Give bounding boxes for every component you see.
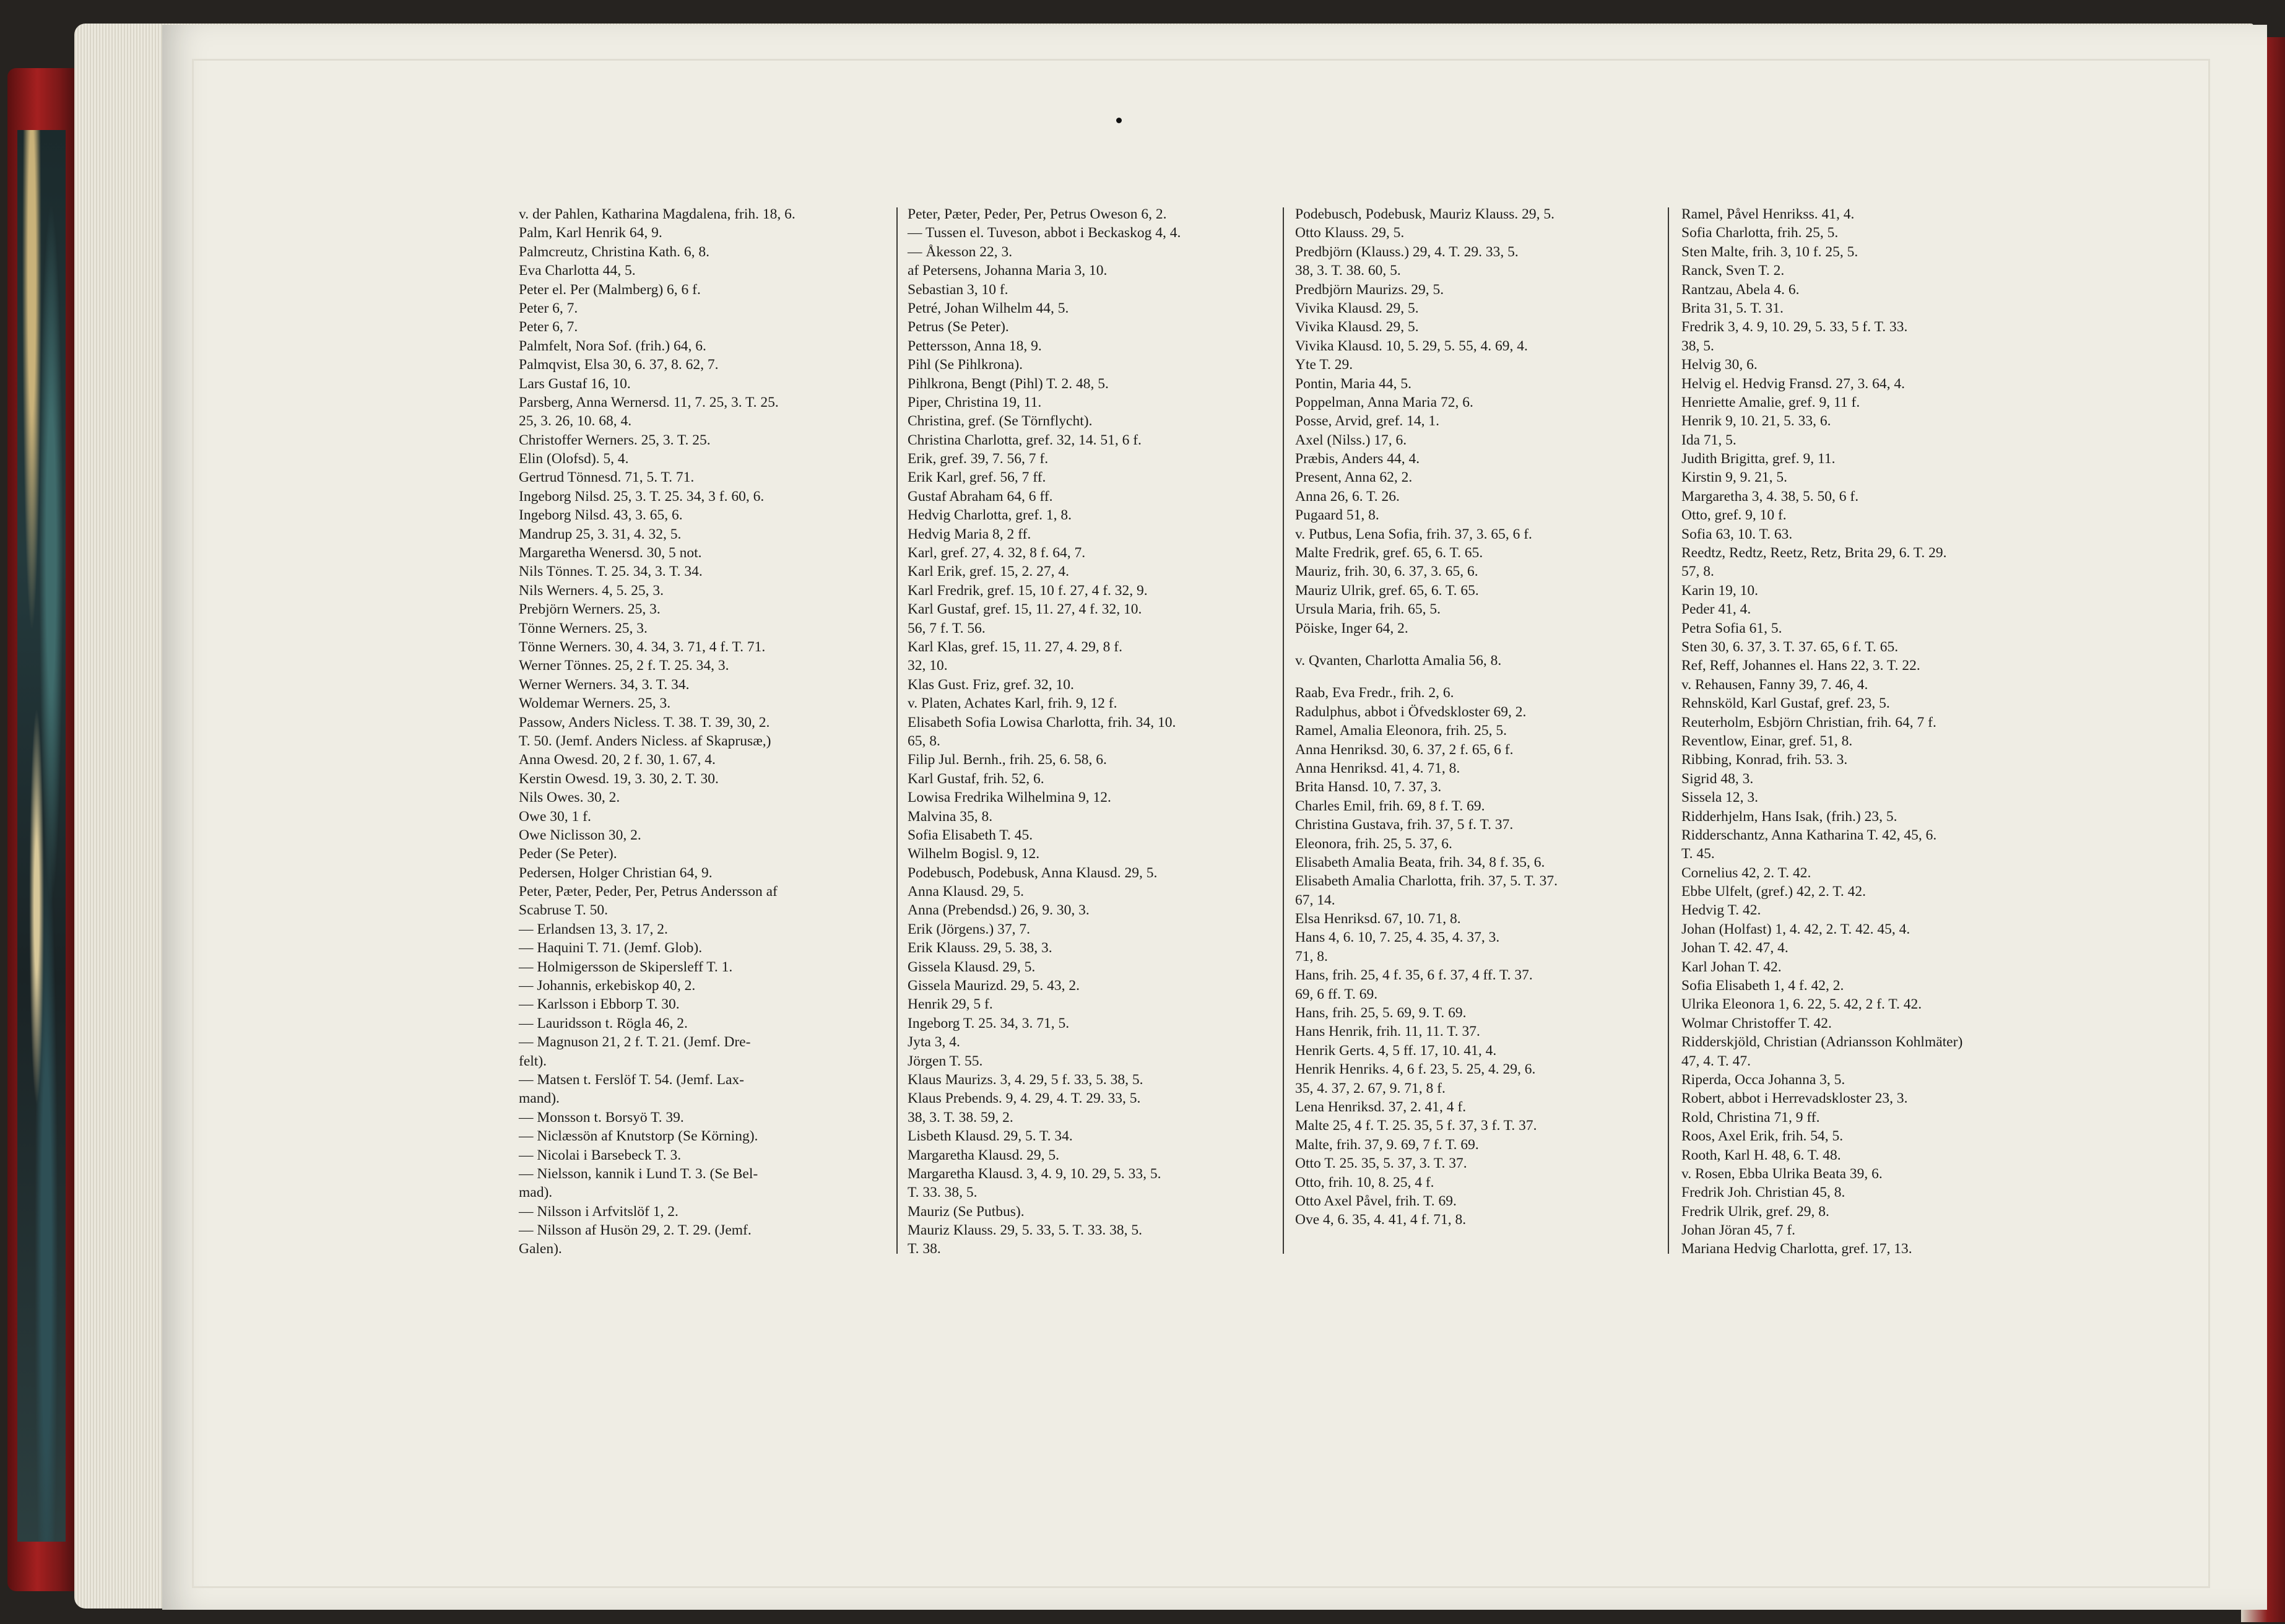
index-entry: Anna (Prebendsd.) 26, 9. 30, 3. <box>908 902 1090 919</box>
index-entry: Pöiske, Inger 64, 2. <box>1295 620 1408 636</box>
index-entry: Erik Klauss. 29, 5. 38, 3. <box>908 940 1052 957</box>
index-entry: Nils Tönnes. T. 25. 34, 3. T. 34. <box>519 563 703 580</box>
index-entry: Elin (Olofsd). 5, 4. <box>519 451 629 467</box>
index-entry: Erik, gref. 39, 7. 56, 7 f. <box>908 451 1049 467</box>
index-column-3 <box>1295 205 1558 1230</box>
index-entry: — Nicolai i Barsebeck T. 3. <box>519 1147 682 1163</box>
index-entry: 32, 10. <box>908 658 948 674</box>
index-entry: Axel (Nilss.) 17, 6. <box>1295 432 1407 448</box>
index-entry: Parsberg, Anna Wernersd. 11, 7. 25, 3. T. 25. <box>519 394 779 410</box>
index-entry: Roos, Axel Erik, frih. 54, 5. <box>1681 1128 1844 1145</box>
index-entry: Ridderskjöld, Christian (Adriansson Kohlmäter) <box>1681 1034 1963 1051</box>
index-entry: Malte Fredrik, gref. 65, 6. T. 65. <box>1295 545 1483 562</box>
index-entry: Johan (Holfast) 1, 4. 42, 2. T. 42. 45, 4. <box>1681 921 1910 937</box>
index-entry: Anna Henriksd. 30, 6. 37, 2 f. 65, 6 f. <box>1295 741 1514 758</box>
index-entry: — Magnuson 21, 2 f. T. 21. (Jemf. Dre- <box>519 1034 751 1051</box>
index-entry: Piper, Christina 19, 11. <box>908 394 1042 410</box>
index-column-1 <box>519 205 796 1259</box>
index-entry: Podebusch, Podebusk, Mauriz Klauss. 29, 5. <box>1295 206 1555 222</box>
index-entry: Præbis, Anders 44, 4. <box>1295 451 1420 467</box>
index-entry: Karl Gustaf, frih. 52, 6. <box>908 770 1044 787</box>
index-entry: felt). <box>519 1053 547 1069</box>
index-entry: Eleonora, frih. 25, 5. 37, 6. <box>1295 835 1452 852</box>
index-entry: Vivika Klausd. 29, 5. <box>1295 300 1419 316</box>
index-entry: Malte 25, 4 f. T. 25. 35, 5 f. 37, 3 f. T. 37. <box>1295 1118 1537 1134</box>
index-entry: — Tussen el. Tuveson, abbot i Beckaskog 4, 4. <box>908 225 1181 241</box>
index-entry: Vivika Klausd. 29, 5. <box>1295 319 1419 336</box>
index-entry: — Nilsson i Arfvitslöf 1, 2. <box>519 1203 679 1220</box>
index-column-2 <box>908 205 1181 1259</box>
index-entry: af Petersens, Johanna Maria 3, 10. <box>908 263 1108 279</box>
index-entry: Hans Henrik, frih. 11, 11. T. 37. <box>1295 1023 1480 1040</box>
index-entry: Radulphus, abbot i Öfvedskloster 69, 2. <box>1295 703 1527 720</box>
index-entry <box>1295 670 1558 684</box>
index-entry: Peter 6, 7. <box>519 300 578 316</box>
index-entry: 67, 14. <box>1295 892 1335 908</box>
column-rule <box>896 207 898 1254</box>
index-entry: Rehnsköld, Karl Gustaf, gref. 23, 5. <box>1681 695 1890 712</box>
index-entry: Mauriz, frih. 30, 6. 37, 3. 65, 6. <box>1295 563 1478 580</box>
index-entry: Henrik 29, 5 f. <box>908 996 993 1013</box>
column-rule <box>1283 207 1284 1254</box>
index-entry: Peder 41, 4. <box>1681 601 1751 618</box>
index-entry: Peter 6, 7. <box>519 319 578 336</box>
index-entry: Ref, Reff, Johannes el. Hans 22, 3. T. 22. <box>1681 658 1920 674</box>
index-entry: Karin 19, 10. <box>1681 582 1759 599</box>
index-entry: Cornelius 42, 2. T. 42. <box>1681 864 1811 881</box>
index-entry: Ranck, Sven T. 2. <box>1681 263 1785 279</box>
index-entry: Hans, frih. 25, 5. 69, 9. T. 69. <box>1295 1005 1467 1022</box>
index-entry: Lowisa Fredrika Wilhelmina 9, 12. <box>908 789 1111 806</box>
index-entry: Brita Hansd. 10, 7. 37, 3. <box>1295 779 1442 796</box>
index-entry: Anna 26, 6. T. 26. <box>1295 488 1400 505</box>
index-entry: Rooth, Karl H. 48, 6. T. 48. <box>1681 1147 1841 1163</box>
index-entry: — Niclæssön af Knutstorp (Se Körning). <box>519 1128 758 1145</box>
index-entry: Sofia Elisabeth T. 45. <box>908 827 1033 843</box>
index-entry: v. Rosen, Ebba Ulrika Beata 39, 6. <box>1681 1165 1883 1182</box>
index-entry: Wilhelm Bogisl. 9, 12. <box>908 846 1040 862</box>
index-entry: v. Platen, Achates Karl, frih. 9, 12 f. <box>908 695 1117 712</box>
index-entry: Otto Klauss. 29, 5. <box>1295 225 1405 241</box>
index-entry: Johan Jöran 45, 7 f. <box>1681 1222 1796 1239</box>
index-entry: Rantzau, Abela 4. 6. <box>1681 281 1800 298</box>
index-entry: Mandrup 25, 3. 31, 4. 32, 5. <box>519 526 682 542</box>
index-entry: Petra Sofia 61, 5. <box>1681 620 1782 636</box>
index-entry: Sten Malte, frih. 3, 10 f. 25, 5. <box>1681 243 1858 260</box>
index-entry: 38, 3. T. 38. 59, 2. <box>908 1109 1013 1126</box>
index-entry: Woldemar Werners. 25, 3. <box>519 695 671 712</box>
index-entry: — Holmigersson de Skipersleff T. 1. <box>519 958 733 975</box>
index-entry: Gustaf Abraham 64, 6 ff. <box>908 488 1053 505</box>
index-entry: Sissela 12, 3. <box>1681 789 1759 806</box>
page-dot <box>1116 118 1122 123</box>
index-entry: Filip Jul. Bernh., frih. 25, 6. 58, 6. <box>908 752 1107 768</box>
index-entry: Pihlkrona, Bengt (Pihl) T. 2. 48, 5. <box>908 375 1109 392</box>
index-entry: Galen). <box>519 1241 562 1257</box>
index-entry: mad). <box>519 1184 553 1201</box>
index-entry: Posse, Arvid, gref. 14, 1. <box>1295 413 1440 430</box>
index-entry: Prebjörn Werners. 25, 3. <box>519 601 661 618</box>
index-entry: Palmqvist, Elsa 30, 6. 37, 8. 62, 7. <box>519 357 719 373</box>
index-entry: Pugaard 51, 8. <box>1295 507 1379 524</box>
index-entry: Margaretha 3, 4. 38, 5. 50, 6 f. <box>1681 488 1859 505</box>
index-entry: Judith Brigitta, gref. 9, 11. <box>1681 451 1836 467</box>
index-entry: Predbjörn (Klauss.) 29, 4. T. 29. 33, 5. <box>1295 243 1519 260</box>
index-entry: — Johannis, erkebiskop 40, 2. <box>519 978 696 994</box>
index-entry: Sten 30, 6. 37, 3. T. 37. 65, 6 f. T. 65. <box>1681 638 1899 655</box>
index-entry: Karl Johan T. 42. <box>1681 958 1782 975</box>
index-entry: Lisbeth Klausd. 29, 5. T. 34. <box>908 1128 1073 1145</box>
index-entry: Hans, frih. 25, 4 f. 35, 6 f. 37, 4 ff. T. 37. <box>1295 967 1533 984</box>
index-entry: Sebastian 3, 10 f. <box>908 281 1008 298</box>
index-entry: Robert, abbot i Herrevadskloster 23, 3. <box>1681 1090 1908 1107</box>
index-entry: Ulrika Eleonora 1, 6. 22, 5. 42, 2 f. T. 42. <box>1681 996 1922 1013</box>
index-entry: Hedvig T. 42. <box>1681 902 1761 919</box>
index-entry: Anna Henriksd. 41, 4. 71, 8. <box>1295 760 1460 776</box>
index-entry: Karl Fredrik, gref. 15, 10 f. 27, 4 f. 32, 9. <box>908 582 1148 599</box>
index-entry: — Nilsson af Husön 29, 2. T. 29. (Jemf. <box>519 1222 752 1239</box>
index-entry: Werner Werners. 34, 3. T. 34. <box>519 676 690 693</box>
index-entry: Klaus Prebends. 9, 4. 29, 4. T. 29. 33, 5. <box>908 1090 1141 1107</box>
index-entry: Christina Gustava, frih. 37, 5 f. T. 37. <box>1295 817 1514 833</box>
index-entry: — Haquini T. 71. (Jemf. Glob). <box>519 940 703 957</box>
index-entry: Anna Klausd. 29, 5. <box>908 884 1024 900</box>
index-entry: Mariana Hedvig Charlotta, gref. 17, 13. <box>1681 1241 1912 1257</box>
index-entry: Owe Niclisson 30, 2. <box>519 827 641 843</box>
index-entry: Ingeborg T. 25. 34, 3. 71, 5. <box>908 1015 1070 1031</box>
index-entry: Helvig el. Hedvig Fransd. 27, 3. 64, 4. <box>1681 375 1905 392</box>
index-entry: Erik (Jörgens.) 37, 7. <box>908 921 1030 937</box>
index-entry: Reventlow, Einar, gref. 51, 8. <box>1681 732 1853 749</box>
index-entry: T. 38. <box>908 1241 941 1257</box>
index-entry: Ebbe Ulfelt, (gref.) 42, 2. T. 42. <box>1681 884 1867 900</box>
index-entry: Ursula Maria, frih. 65, 5. <box>1295 601 1441 618</box>
index-entry: v. Rehausen, Fanny 39, 7. 46, 4. <box>1681 676 1868 693</box>
index-entry: Nils Owes. 30, 2. <box>519 789 620 806</box>
index-entry: — Nielsson, kannik i Lund T. 3. (Se Bel- <box>519 1165 758 1182</box>
index-entry: Riperda, Occa Johanna 3, 5. <box>1681 1071 1845 1088</box>
index-entry: Passow, Anders Nicless. T. 38. T. 39, 30, 2. <box>519 714 770 731</box>
index-entry: Ingeborg Nilsd. 43, 3. 65, 6. <box>519 507 683 524</box>
index-entry: Sofia Charlotta, frih. 25, 5. <box>1681 225 1839 241</box>
index-entry: Karl, gref. 27, 4. 32, 8 f. 64, 7. <box>908 545 1086 562</box>
index-entry: Podebusch, Podebusk, Anna Klausd. 29, 5. <box>908 864 1158 881</box>
index-entry: Ramel, Påvel Henrikss. 41, 4. <box>1681 206 1855 222</box>
index-entry: Pontin, Maria 44, 5. <box>1295 375 1411 392</box>
index-entry: T. 33. 38, 5. <box>908 1184 978 1201</box>
index-entry: Gissela Maurizd. 29, 5. 43, 2. <box>908 978 1080 994</box>
index-entry: Margaretha Wenersd. 30, 5 not. <box>519 545 702 562</box>
index-entry: Peder (Se Peter). <box>519 846 617 862</box>
index-entry: Elisabeth Amalia Charlotta, frih. 37, 5. T. 37. <box>1295 873 1558 890</box>
index-entry: Anna Owesd. 20, 2 f. 30, 1. 67, 4. <box>519 752 716 768</box>
index-entry: Jyta 3, 4. <box>908 1034 960 1051</box>
index-entry: Sofia 63, 10. T. 63. <box>1681 526 1793 542</box>
index-entry: Yte T. 29. <box>1295 357 1353 373</box>
index-entry: 47, 4. T. 47. <box>1681 1053 1751 1069</box>
index-entry: Henrik Henriks. 4, 6 f. 23, 5. 25, 4. 29, 6. <box>1295 1061 1536 1078</box>
index-entry: Klaus Maurizs. 3, 4. 29, 5 f. 33, 5. 38, 5. <box>908 1071 1143 1088</box>
index-entry: Sigrid 48, 3. <box>1681 770 1754 787</box>
index-entry: Scabruse T. 50. <box>519 902 609 919</box>
index-entry: Christina, gref. (Se Törnflycht). <box>908 413 1093 430</box>
index-entry: Jörgen T. 55. <box>908 1053 983 1069</box>
index-entry: Fredrik 3, 4. 9, 10. 29, 5. 33, 5 f. T. 33. <box>1681 319 1908 336</box>
index-entry: Rold, Christina 71, 9 ff. <box>1681 1109 1820 1126</box>
index-entry: Gertrud Tönnesd. 71, 5. T. 71. <box>519 469 695 486</box>
index-entry: Johan T. 42. 47, 4. <box>1681 940 1789 957</box>
index-entry: Karl Erik, gref. 15, 2. 27, 4. <box>908 563 1070 580</box>
index-entry: 57, 8. <box>1681 563 1714 580</box>
index-entry: Otto Axel Påvel, frih. T. 69. <box>1295 1192 1457 1209</box>
index-entry: 69, 6 ff. T. 69. <box>1295 986 1378 1002</box>
index-entry: Reedtz, Redtz, Reetz, Retz, Brita 29, 6. T. 29. <box>1681 545 1947 562</box>
index-entry: Tönne Werners. 25, 3. <box>519 620 648 636</box>
index-entry: Present, Anna 62, 2. <box>1295 469 1413 486</box>
index-entry: Predbjörn Maurizs. 29, 5. <box>1295 281 1444 298</box>
index-entry: v. der Pahlen, Katharina Magdalena, frih. 18, 6. <box>519 206 796 222</box>
index-entry: Reuterholm, Esbjörn Christian, frih. 64, 7 f. <box>1681 714 1936 731</box>
index-entry: Ove 4, 6. 35, 4. 41, 4 f. 71, 8. <box>1295 1212 1467 1228</box>
index-entry: Christina Charlotta, gref. 32, 14. 51, 6 f. <box>908 432 1142 448</box>
index-entry: Fredrik Ulrik, gref. 29, 8. <box>1681 1203 1829 1220</box>
index-entry: Gissela Klausd. 29, 5. <box>908 958 1036 975</box>
index-entry: Otto, gref. 9, 10 f. <box>1681 507 1787 524</box>
index-entry: Hans 4, 6. 10, 7. 25, 4. 35, 4. 37, 3. <box>1295 929 1500 946</box>
index-entry: — Matsen t. Ferslöf T. 54. (Jemf. Lax- <box>519 1071 744 1088</box>
index-entry: Karl Klas, gref. 15, 11. 27, 4. 29, 8 f. <box>908 638 1122 655</box>
index-entry: Lars Gustaf 16, 10. <box>519 375 631 392</box>
index-entry: Hedvig Charlotta, gref. 1, 8. <box>908 507 1072 524</box>
index-entry: 71, 8. <box>1295 948 1328 965</box>
index-entry: Ramel, Amalia Eleonora, frih. 25, 5. <box>1295 723 1507 739</box>
index-entry: Nils Werners. 4, 5. 25, 3. <box>519 582 664 599</box>
marbled-endpaper <box>17 130 66 1542</box>
index-entry: Karl Gustaf, gref. 15, 11. 27, 4 f. 32, 10. <box>908 601 1142 618</box>
index-entry: v. Putbus, Lena Sofia, frih. 37, 3. 65, 6 f. <box>1295 526 1532 542</box>
index-entry: 65, 8. <box>908 732 940 749</box>
index-entry: Peter el. Per (Malmberg) 6, 6 f. <box>519 281 701 298</box>
index-entry: Werner Tönnes. 25, 2 f. T. 25. 34, 3. <box>519 658 729 674</box>
index-entry: 35, 4. 37, 2. 67, 9. 71, 8 f. <box>1295 1080 1446 1096</box>
index-entry: Malvina 35, 8. <box>908 808 993 825</box>
index-entry: Elisabeth Amalia Beata, frih. 34, 8 f. 35, 6. <box>1295 854 1545 871</box>
index-entry: T. 50. (Jemf. Anders Nicless. af Skaprusæ,) <box>519 732 771 749</box>
index-entry: Eva Charlotta 44, 5. <box>519 263 636 279</box>
index-entry: Helvig 30, 6. <box>1681 357 1758 373</box>
index-entry: Petrus (Se Peter). <box>908 319 1009 336</box>
index-entry <box>1295 638 1558 651</box>
index-entry: Wolmar Christoffer T. 42. <box>1681 1015 1832 1031</box>
index-entry: Mauriz Klauss. 29, 5. 33, 5. T. 33. 38, 5. <box>908 1222 1143 1239</box>
index-entry: — Åkesson 22, 3. <box>908 243 1013 260</box>
index-entry: Kirstin 9, 9. 21, 5. <box>1681 469 1788 486</box>
index-entry: Ingeborg Nilsd. 25, 3. T. 25. 34, 3 f. 60, 6. <box>519 488 765 505</box>
index-entry: — Lauridsson t. Rögla 46, 2. <box>519 1015 688 1031</box>
index-entry: T. 45. <box>1681 846 1715 862</box>
index-entry: Brita 31, 5. T. 31. <box>1681 300 1784 316</box>
column-rule <box>1668 207 1669 1254</box>
index-entry: Otto, frih. 10, 8. 25, 4 f. <box>1295 1174 1434 1191</box>
index-entry: Palm, Karl Henrik 64, 9. <box>519 225 662 241</box>
index-entry: Vivika Klausd. 10, 5. 29, 5. 55, 4. 69, 4. <box>1295 337 1528 354</box>
index-entry: Klas Gust. Friz, gref. 32, 10. <box>908 676 1074 693</box>
index-entry: Mauriz (Se Putbus). <box>908 1203 1025 1220</box>
index-entry: Hedvig Maria 8, 2 ff. <box>908 526 1031 542</box>
index-entry: Pedersen, Holger Christian 64, 9. <box>519 864 713 881</box>
index-entry: Ribbing, Konrad, frih. 53. 3. <box>1681 752 1848 768</box>
index-entry: Poppelman, Anna Maria 72, 6. <box>1295 394 1473 410</box>
index-entry: Peter, Pæter, Peder, Per, Petrus Oweson 6, 2. <box>908 206 1167 222</box>
index-entry: Charles Emil, frih. 69, 8 f. T. 69. <box>1295 797 1485 814</box>
index-entry: Henriette Amalie, gref. 9, 11 f. <box>1681 394 1860 410</box>
index-entry: Owe 30, 1 f. <box>519 808 591 825</box>
index-entry: Elisabeth Sofia Lowisa Charlotta, frih. 34, 10. <box>908 714 1176 731</box>
index-entry: Ida 71, 5. <box>1681 432 1737 448</box>
index-entry: Margaretha Klausd. 3, 4. 9, 10. 29, 5. 33, 5. <box>908 1165 1161 1182</box>
index-entry: Fredrik Joh. Christian 45, 8. <box>1681 1184 1845 1201</box>
index-entry: — Erlandsen 13, 3. 17, 2. <box>519 921 668 937</box>
index-entry: 25, 3. 26, 10. 68, 4. <box>519 413 632 430</box>
index-entry: Pihl (Se Pihlkrona). <box>908 357 1023 373</box>
index-entry: Sofia Elisabeth 1, 4 f. 42, 2. <box>1681 978 1844 994</box>
index-entry: Peter, Pæter, Peder, Per, Petrus Andersson af <box>519 884 778 900</box>
index-entry: — Karlsson i Ebborp T. 30. <box>519 996 680 1013</box>
index-column-4 <box>1681 205 1962 1259</box>
index-entry: Christoffer Werners. 25, 3. T. 25. <box>519 432 711 448</box>
index-entry: 38, 5. <box>1681 337 1714 354</box>
index-entry: Erik Karl, gref. 56, 7 ff. <box>908 469 1046 486</box>
index-entry: Elsa Henriksd. 67, 10. 71, 8. <box>1295 911 1461 927</box>
index-entry: Henrik Gerts. 4, 5 ff. 17, 10. 41, 4. <box>1295 1042 1497 1059</box>
index-entry: Margaretha Klausd. 29, 5. <box>908 1147 1059 1163</box>
index-entry: Otto T. 25. 35, 5. 37, 3. T. 37. <box>1295 1155 1467 1172</box>
index-entry: Raab, Eva Fredr., frih. 2, 6. <box>1295 685 1454 701</box>
index-entry: 38, 3. T. 38. 60, 5. <box>1295 263 1401 279</box>
index-entry: v. Qvanten, Charlotta Amalia 56, 8. <box>1295 652 1502 669</box>
index-entry: Tönne Werners. 30, 4. 34, 3. 71, 4 f. T. 71. <box>519 638 766 655</box>
index-entry: Henrik 9, 10. 21, 5. 33, 6. <box>1681 413 1831 430</box>
index-entry: — Monsson t. Borsyö T. 39. <box>519 1109 684 1126</box>
index-entry: 56, 7 f. T. 56. <box>908 620 986 636</box>
index-entry: Lena Henriksd. 37, 2. 41, 4 f. <box>1295 1098 1467 1115</box>
index-entry: Malte, frih. 37, 9. 69, 7 f. T. 69. <box>1295 1136 1479 1153</box>
index-entry: Kerstin Owesd. 19, 3. 30, 2. T. 30. <box>519 770 719 787</box>
index-entry: Pettersson, Anna 18, 9. <box>908 337 1042 354</box>
index-entry: Palmcreutz, Christina Kath. 6, 8. <box>519 243 710 260</box>
index-entry: Ridderhjelm, Hans Isak, (frih.) 23, 5. <box>1681 808 1897 825</box>
index-entry: Ridderschantz, Anna Katharina T. 42, 45, 6. <box>1681 827 1937 843</box>
index-entry: Petré, Johan Wilhelm 44, 5. <box>908 300 1069 316</box>
index-entry: mand). <box>519 1090 560 1107</box>
index-entry: Palmfelt, Nora Sof. (frih.) 64, 6. <box>519 337 706 354</box>
index-entry: Mauriz Ulrik, gref. 65, 6. T. 65. <box>1295 582 1479 599</box>
